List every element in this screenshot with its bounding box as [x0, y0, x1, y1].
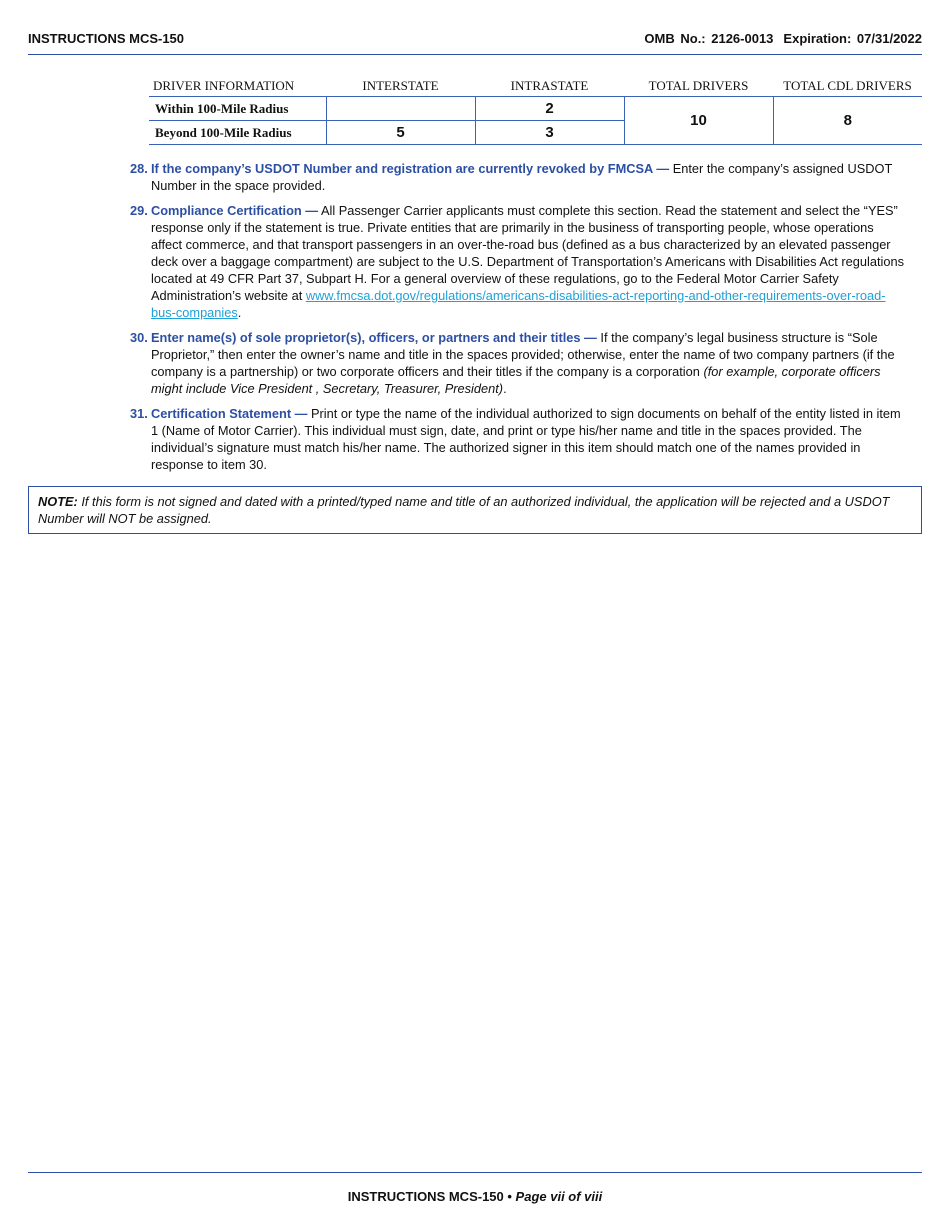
table-row [149, 97, 922, 121]
driver-information-table [149, 76, 922, 145]
row-label-within-100-mile: Within 100-Mile Radius [149, 97, 326, 121]
page-footer [0, 1189, 950, 1204]
item-heading: Enter name(s) of sole proprietor(s), officers, or partners and their titles — [151, 330, 597, 345]
item-number: 31. [130, 406, 148, 421]
item-heading: Certification Statement — [151, 406, 308, 421]
fmcsa-regulations-link[interactable]: www.fmcsa.dot.gov/regulations/americans-disabilities-act-reporting-and-other-requirements-over-road-bus-companies [151, 288, 886, 320]
col-header-intrastate: INTRASTATE [475, 76, 624, 97]
header-expiration: Expiration: 07/31/2022 [783, 31, 922, 46]
page-header [28, 30, 922, 55]
header-form-title: INSTRUCTIONS MCS-150 [28, 31, 185, 46]
instruction-item-31 [130, 405, 905, 473]
instruction-items [130, 160, 905, 481]
cell-total-drivers: 10 [624, 97, 773, 145]
footer-form-title: INSTRUCTIONS MCS-150 [347, 1189, 504, 1204]
item-text-end: . [503, 381, 507, 396]
item-heading: Compliance Certification — [151, 203, 319, 218]
note-text: If this form is not signed and dated with a printed/typed name and title of an authorized individual, the application will be rejected and a USDOT Number will NOT be assigned. [38, 494, 890, 526]
instruction-item-28 [130, 160, 905, 194]
footer-page-number: Page vii of viii [515, 1189, 603, 1204]
note-label: NOTE: [38, 494, 78, 509]
table-header-row [149, 76, 922, 97]
item-number: 30. [130, 330, 148, 345]
cell-within-intrastate: 2 [475, 97, 624, 121]
footer-separator: • [503, 1189, 516, 1204]
instruction-item-30 [130, 329, 905, 397]
footer-divider [28, 1172, 922, 1173]
note-box [28, 486, 922, 534]
instruction-item-29 [130, 202, 905, 321]
item-text: If the company’s legal business structure is “Sole Proprietor,” then enter the owner’s name and title in the spaces provided; otherwise, enter the name of two company partners (if the company is a partnership) or two corporate officers and their titles if the company is a corporation [151, 330, 895, 379]
row-label-beyond-100-mile: Beyond 100-Mile Radius [149, 121, 326, 145]
header-omb-number: OMB No.: 2126-0013 [644, 31, 774, 46]
header-omb-info [644, 31, 922, 46]
item-text-end: . [237, 305, 242, 320]
col-header-total-drivers: TOTAL DRIVERS [624, 76, 773, 97]
item-text: Print or type the name of the individual authorized to sign documents on behalf of the entity listed in item 1 (Name of Motor Carrier). This individual must sign, date, and print or type his/her name and title in the spaces provided. The individual’s signature must match his/her name. The authorized signer in this item should match one of the names provided in response to item 30. [151, 406, 901, 472]
item-number: 29. [130, 203, 148, 218]
item-number: 28. [130, 161, 148, 176]
item-heading: If the company’s USDOT Number and registration are currently revoked by FMCSA — [151, 161, 670, 176]
cell-within-interstate [326, 97, 475, 121]
cell-beyond-intrastate: 3 [475, 121, 624, 145]
item-text: All Passenger Carrier applicants must complete this section. Read the statement and select the “YES” response only if the statement is true. Private entities that are primarily in the business of transporting people, whose operations affect commerce, and that transport passengers in an over-the-road bus (defined as a bus characterized by an elevated passenger deck over a baggage compartment) are subject to the U.S. Department of Transportation’s Americans with Disabilities Act regulations located at 49 CFR Part 37, Subpart H. For a general overview of these regulations, go to the Federal Motor Carrier Safety Administration’s website at [151, 203, 905, 303]
col-header-driver-information: DRIVER INFORMATION [149, 76, 326, 97]
col-header-total-cdl-drivers: TOTAL CDL DRIVERS [773, 76, 922, 97]
cell-total-cdl-drivers: 8 [773, 97, 922, 145]
item-example-text: (for example, corporate officers might include Vice President , Secretary, Treasurer, President) [151, 364, 881, 396]
col-header-interstate: INTERSTATE [326, 76, 475, 97]
item-text: Enter the company’s assigned USDOT Number in the space provided. [151, 161, 893, 193]
cell-beyond-interstate: 5 [326, 121, 475, 145]
